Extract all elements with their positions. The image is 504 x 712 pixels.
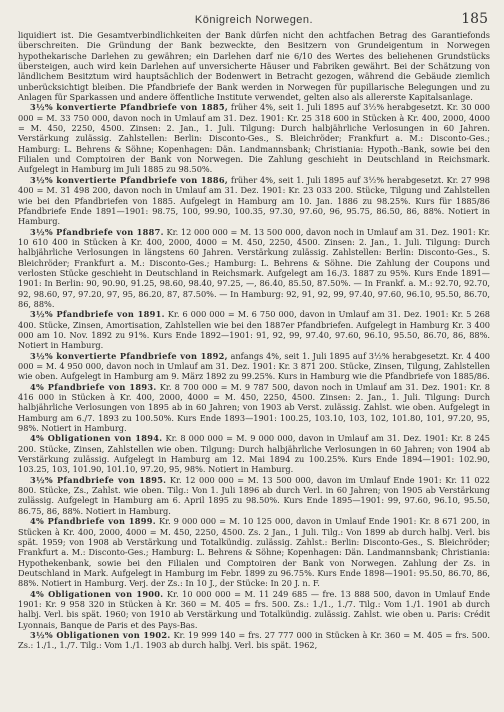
- paragraph-text: Kr. 10 000 000 = M. 11 249 685 — fre. 13 888 500, davon in Umlauf Ende 1901: Kr. 9 958 320 in Stücken à Kr. 360 = M. 405 = frs. 500. Zs.: 1./1., 1./7. Tilg.: Vom 1./1. 1901 ab durch halbj. Verl. bis spät. 1960; von 1910 ab Verstärkung und Totalkündig. zulässig. Zahlst. wie oben u. Paris: Crédit Lyonnais, Banque de Paris et des Pays-Bas.: [18, 588, 490, 630]
- section-paragraph: [18, 589, 490, 630]
- section-heading: 4% Pfandbriefe von 1893.: [30, 381, 157, 392]
- paragraph-text: Kr. 9 000 000 = M. 10 125 000, davon in Umlauf Ende 1901: Kr. 8 671 200, in Stücken à Kr. 400, 2000, 4000 = M. 450, 2250, 4500. Zs. 2 Jan., 1 Juli. Tilg.: Von 1899 ab durch halbj. Verl. bis spät. 1959; von 1908 ab Verstärkung und Totalkündig. zulässig. Zahlst.: Berlin: Disconto-Ges., S. Bleichröder; Frankfurt a. M.: Disconto-Ges.; Hamburg: L. Behrens & Söhne; Kopenhagen: Dän. Landmannsbank; Christiania: Hypothekenbank, sowie bei den Filialen und Comptoiren der Bank von Norwegen. Zahlung der Zs. in Deutschland in Mark. Aufgelegt in Hamburg im Febr. 1899 zu 96.75%. Kurs Ende 1898—1901: 95.50, 86.70, 86, 88%. Notiert in Hamburg. Verj. der Zs.: In 10 J., der Stücke: In 20 J. n. F.: [18, 516, 490, 589]
- paragraph-text: Kr. 12 000 000 = M. 13 500 000, davon im Umlauf Ende 1901: Kr. 11 022 800. Stücke, Zs., Zahlst. wie oben. Tilg.: Von 1. Juli 1896 ab durch Verl. in 60 Jahren; von 1905 ab Verstärkung zulässig. Aufgelegt in Hamburg am 6. April 1895 zu 98.50%. Kurs Ende 1895—1901: 99, 97.60, 96.10, 95.50, 86.75, 86, 88%. Notiert in Hamburg.: [18, 474, 490, 516]
- paragraph-text: Kr. 8 000 000 = M. 9 000 000, davon in Umlauf am 31. Dez. 1901: Kr. 8 245 200. Stücke, Zinsen, Zahlstellen wie oben. Tilgung: Durch halbjährliche Verlosungen in 60 Jahren; von 1904 ab Verstärkung zulässig. Aufgelegt in Hamburg am 12. Mai 1894 zu 100.25%. Kurs Ende 1894—1901: 102.90, 103.25, 103, 101.90, 101.10, 97.20, 95, 98%. Notiert in Hamburg.: [18, 433, 490, 475]
- section-paragraph: [18, 630, 490, 651]
- section-paragraph: [18, 351, 490, 382]
- section-paragraph: [18, 516, 490, 588]
- section-heading: 3½% konvertierte Pfandbriefe von 1885,: [30, 102, 229, 113]
- section-heading: 3½% Pfandbriefe von 1887.: [30, 226, 164, 237]
- paragraph-text: früher 4%, seit 1. Juli 1895 auf 3½% herabgesetzt. Kr. 30 000 000 = M. 33 750 000, davon noch in Umlauf am 31. Dez. 1901: Kr. 25 318 600 in Stücken à Kr. 400, 2000, 4000 = M. 450, 2250, 4500. Zinsen: 2. Jan., 1. Juli. Tilgung: Durch halbjährliche Verlosungen in 60 Jahren. Verstärkung zulässig. Zahlstellen: Berlin: Disconto-Ges., S. Bleichröder; Frankfurt a. M.: Disconto-Ges.; Hamburg: L. Behrens & Söhne; Kopenhagen: Dän. Landmannsbank; Christiania: Hypoth.-Bank, sowie bei den Filialen und Comptoiren der Bank von Norwegen. Die Zahlung geschieht in Deutschland in Reichsmark. Aufgelegt in Hamburg im Juli 1885 zu 98.50%.: [18, 102, 490, 175]
- section-heading: 3½% konvertierte Pfandbriefe von 1886,: [30, 174, 229, 185]
- paragraph-text: früher 4%, seit 1. Juli 1895 auf 3½% herabgesetzt. Kr. 27 998 400 = M. 31 498 200, davon noch in Umlauf am 31. Dez. 1901: Kr. 23 033 200. Stücke, Tilgung und Zahlstellen wie bei den Pfandbriefen von 1885. Aufgelegt in Hamburg am 10. Jan. 1886 zu 98.25%. Kurs für 1885/86 Pfandbriefe Ende 1891—1901: 98.75, 100, 99.90, 100.35, 97.30, 97.60, 96, 95.75, 86.50, 86, 88%. Notiert in Hamburg.: [18, 174, 490, 227]
- section-paragraph: [18, 175, 490, 227]
- paragraph-text: Kr. 6 000 000 = M. 6 750 000, davon in Umlauf am 31. Dez. 1901: Kr. 5 268 400. Stücke, Zinsen, Amortisation, Zahlstellen wie bei den 1887er Pfandbriefen. Aufgelegt in Hamburg Kr. 3 400 000 am 10. Nov. 1892 zu 91%. Kurs Ende 1892—1901: 91, 92, 99, 97.40, 97.60, 96.10, 95.50, 86.70, 86, 88%. Notiert in Hamburg.: [18, 309, 490, 351]
- section-paragraph: [18, 475, 490, 516]
- paragraph-text: Kr. 19 999 140 = frs. 27 777 000 in Stücken à Kr. 360 = M. 405 = frs. 500. Zs.: 1./1., 1./7. Tilg.: Vom 1./1. 1903 ab durch halbj. Verl. bis spät. 1962,: [18, 629, 490, 651]
- paragraph-text: anfangs 4%, seit 1. Juli 1895 auf 3½% herabgesetzt. Kr. 4 400 000 = M. 4 950 000, davon noch in Umlauf am 31. Dez. 1901: Kr. 3 871 200. Stücke, Zinsen, Tilgung, Zahlstellen wie oben. Aufgelegt in Hamburg am 9. März 1892 zu 99.25%. Kurs in Hamburg wie die Pfandbriefe von 1885/86.: [18, 350, 490, 382]
- page-number: 185: [461, 11, 488, 27]
- section-heading: 4% Obligationen von 1900.: [30, 588, 164, 599]
- section-heading: 3½% Pfandbriefe von 1891.: [30, 309, 165, 320]
- paragraph-text: liquidiert ist. Die Gesamtverbindlichkeiten der Bank dürfen nicht den achtfachen Betrag des Garantiefonds überschreiten. Die Gründung der Bank bezweckte, den Besitzern von Grundeigentum in Norwegen hypothekarische Darlehen zu gewähren; ein Darlehen darf nie 6/10 des Wertes des beliehenen Grundstücks übersteigen, auch wird kein Darlehen auf unversicherte Häuser und Fabriken gewährt. Bei der Schätzung von ländlichem Besitztum wird hauptsächlich der Bodenwert in Betracht gezogen, während die Gebäude ziemlich unberücksichtigt bleiben. Die Pfandbriefe der Bank werden in Norwegen für pupillarische Belegungen und zu Anlagen für Sparkassen und andere öffentliche Institute verwendet, gelten also als allererste Kapitalsanlage.: [18, 30, 490, 103]
- running-head: Königreich Norwegen.: [194, 14, 314, 26]
- section-paragraph: [18, 227, 490, 310]
- section-heading: 3½% konvertierte Pfandbriefe von 1892,: [30, 350, 228, 361]
- section-paragraph: [18, 309, 490, 350]
- section-heading: 3½% Pfandbriefe von 1895.: [30, 474, 167, 485]
- paragraph-text: Kr. 12 000 000 = M. 13 500 000, davon noch in Umlauf am 31. Dez. 1901: Kr. 10 610 400 in Stücken à Kr. 400, 2000, 4000 = M. 450, 2250, 4500. Zinsen: 2. Jan., 1. Juli. Tilgung: Durch halbjährliche Verlosungen in längstens 60 Jahren. Verstärkung zulässig. Zahlstellen: Berlin: Disconto-Ges., S. Bleichröder; Frankfurt a. M.: Disconto-Ges.; Hamburg: L. Behrens & Söhne. Die Zahlung der Coupons und verlosten Stücke geschieht in Deutschland in Reichsmark. Aufgelegt am 16./3. 1887 zu 95%. Kurs Ende 1891—1901: In Berlin: 90, 90.90, 91.25, 98.60, 98.40, 97.25, —, 86.40, 85.50, 87.50%. — In Frankf. a. M.: 92.70, 92.70, 92, 98.60, 97, 97.20, 97, 95, 86.20, 87, 87.50%. — In Hamburg: 92, 91, 92, 99, 97.40, 97.60, 96.10, 95.50, 86.70, 86, 88%.: [18, 226, 490, 309]
- paragraph-text: Kr. 8 700 000 = M. 9 787 500, davon noch in Umlauf am 31. Dez. 1901: Kr. 8 416 000 in Stücken à Kr. 400, 2000, 4000 = M. 450, 2250, 4500. Zinsen: 2. Jan., 1. Juli. Tilgung: Durch halbjährliche Verlosungen von 1895 ab in 60 Jahren; von 1903 ab Verst. zulässig. Zahlst. wie oben. Aufgelegt in Hamburg am 6./7. 1893 zu 100.50%. Kurs Ende 1893—1901: 100.25, 103.10, 103, 102, 101.80, 101, 97.20, 95, 98%. Notiert in Hamburg.: [18, 381, 490, 434]
- section-heading: 4% Obligationen von 1894.: [30, 433, 163, 444]
- page-header: [18, 8, 490, 30]
- section-paragraph: [18, 102, 490, 174]
- paragraph-intro: [18, 30, 490, 102]
- section-heading: 4% Pfandbriefe von 1899.: [30, 516, 156, 527]
- section-paragraph: [18, 433, 490, 474]
- section-paragraph: [18, 382, 490, 434]
- document-body: [18, 30, 490, 651]
- section-heading: 3½% Obligationen von 1902.: [30, 629, 171, 640]
